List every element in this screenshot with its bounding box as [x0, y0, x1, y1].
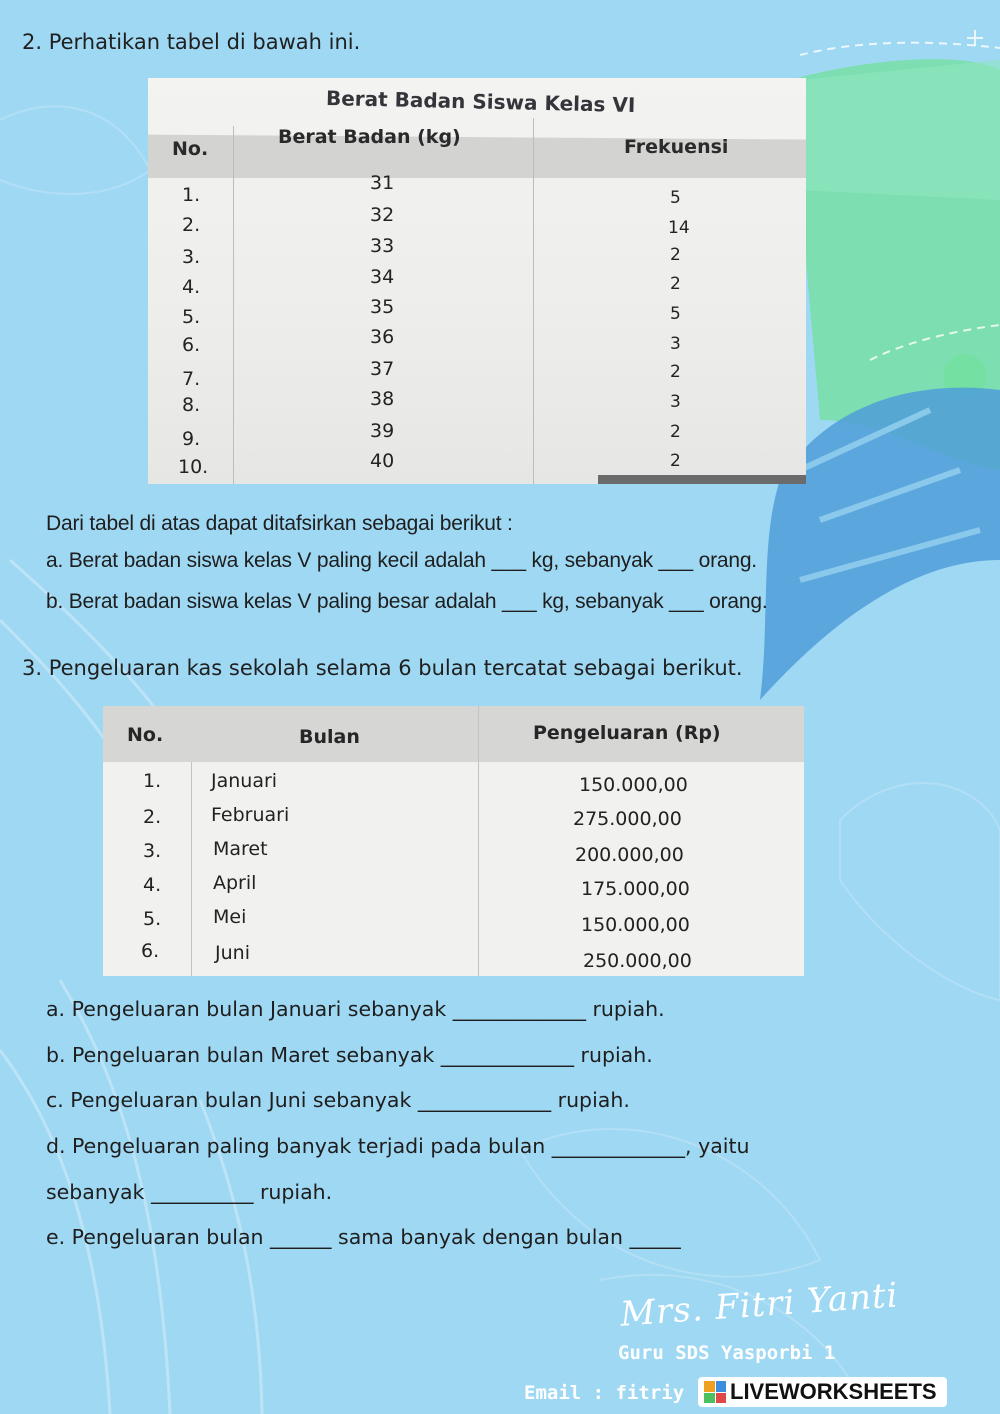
weight-header-weight: Berat Badan (kg)	[278, 126, 461, 148]
weight-row-no: 2.	[182, 214, 201, 236]
question-2-title: 2. Perhatikan tabel di bawah ini.	[22, 30, 361, 54]
teacher-role: Guru SDS Yasporbi 1	[618, 1342, 836, 1364]
expense-row-no: 1.	[143, 770, 162, 792]
expense-table-divider	[191, 762, 192, 976]
weight-row-kg: 31	[370, 172, 395, 194]
weight-row-freq: 5	[670, 304, 681, 324]
expense-row-amount: 250.000,00	[583, 950, 692, 972]
liveworksheets-label: LIVEWORKSHEETS	[730, 1379, 937, 1404]
q3-item-d-line1: d. Pengeluaran paling banyak terjadi pada bulan _____________, yaitu	[46, 1134, 750, 1158]
weight-row-freq: 2	[670, 422, 681, 442]
weight-row-no: 1.	[182, 184, 201, 206]
weight-row-no: 9.	[182, 428, 201, 450]
expense-row-month: April	[213, 872, 257, 894]
weight-row-kg: 36	[370, 326, 395, 348]
expense-row-amount: 275.000,00	[573, 808, 682, 830]
expense-row-no: 3.	[143, 840, 162, 862]
expense-row-amount: 175.000,00	[581, 878, 690, 900]
weight-row-freq: 3	[670, 392, 681, 412]
q3-item-c: c. Pengeluaran bulan Juni sebanyak _____________ rupiah.	[46, 1088, 630, 1112]
weight-row-no: 7.	[182, 368, 201, 390]
weight-row-no: 5.	[182, 306, 201, 328]
weight-row-freq: 2	[670, 451, 681, 471]
expense-row-no: 2.	[143, 806, 162, 828]
expense-row-no: 5.	[143, 908, 162, 930]
weight-row-no: 3.	[182, 246, 201, 268]
weight-row-no: 10.	[178, 456, 209, 478]
teacher-email: Email : fitriy	[524, 1382, 685, 1404]
q2-item-b: b. Berat badan siswa kelas V paling besar adalah ___ kg, sebanyak ___ orang.	[46, 590, 768, 613]
weight-row-no: 4.	[182, 276, 201, 298]
weight-table-title: Berat Badan Siswa Kelas VI	[325, 86, 636, 118]
weight-row-freq: 14	[668, 218, 690, 238]
weight-row-kg: 40	[370, 450, 395, 472]
weight-row-kg: 38	[370, 388, 395, 410]
weight-row-no: 6.	[182, 334, 201, 356]
weight-table-divider	[533, 118, 534, 484]
expense-row-month: Januari	[211, 770, 278, 792]
weight-row-kg: 33	[370, 235, 395, 257]
weight-row-kg: 39	[370, 420, 395, 442]
q3-item-b: b. Pengeluaran bulan Maret sebanyak _____________ rupiah.	[46, 1043, 653, 1067]
weight-table-image	[148, 78, 806, 484]
expense-row-amount: 200.000,00	[575, 844, 684, 866]
expense-row-no: 6.	[141, 940, 160, 962]
question-3-title: 3. Pengeluaran kas sekolah selama 6 bulan tercatat sebagai berikut.	[22, 656, 743, 680]
q3-item-a: a. Pengeluaran bulan Januari sebanyak _____________ rupiah.	[46, 997, 665, 1021]
weight-row-freq: 2	[670, 362, 681, 382]
weight-row-freq: 2	[670, 245, 681, 265]
expense-header-no: No.	[127, 724, 164, 746]
q2-interpretation-intro: Dari tabel di atas dapat ditafsirkan sebagai berikut :	[46, 512, 513, 535]
expense-table-image	[103, 706, 804, 976]
weight-row-kg: 37	[370, 358, 395, 380]
expense-row-month: Maret	[213, 838, 268, 860]
liveworksheets-icon	[704, 1381, 726, 1403]
expense-header-month: Bulan	[299, 726, 360, 748]
weight-row-kg: 35	[370, 296, 395, 318]
expense-row-month: Juni	[215, 942, 250, 964]
weight-table-divider	[233, 126, 234, 484]
weight-row-freq: 5	[670, 188, 681, 208]
weight-row-freq: 2	[670, 274, 681, 294]
q3-item-d-line2: sebanyak __________ rupiah.	[46, 1180, 333, 1204]
expense-header-amount: Pengeluaran (Rp)	[533, 722, 721, 744]
weight-row-kg: 34	[370, 266, 395, 288]
expense-row-month: Februari	[211, 804, 290, 826]
weight-row-freq: 3	[670, 334, 681, 354]
q2-item-a: a. Berat badan siswa kelas V paling kecil adalah ___ kg, sebanyak ___ orang.	[46, 549, 757, 572]
expense-row-no: 4.	[143, 874, 162, 896]
expense-row-amount: 150.000,00	[579, 774, 688, 796]
liveworksheets-logo[interactable]	[698, 1377, 947, 1407]
teacher-signature: Mrs. Fitri Yanti	[618, 1275, 900, 1335]
weight-header-frequency: Frekuensi	[624, 136, 729, 158]
expense-row-amount: 150.000,00	[581, 914, 690, 936]
expense-row-month: Mei	[213, 906, 247, 928]
weight-row-no: 8.	[182, 394, 201, 416]
weight-row-kg: 32	[370, 204, 395, 226]
q3-item-e: e. Pengeluaran bulan ______ sama banyak dengan bulan _____	[46, 1225, 681, 1249]
weight-header-no: No.	[172, 138, 209, 160]
photo-edge-shadow	[598, 475, 806, 484]
expense-table-divider	[478, 706, 479, 976]
